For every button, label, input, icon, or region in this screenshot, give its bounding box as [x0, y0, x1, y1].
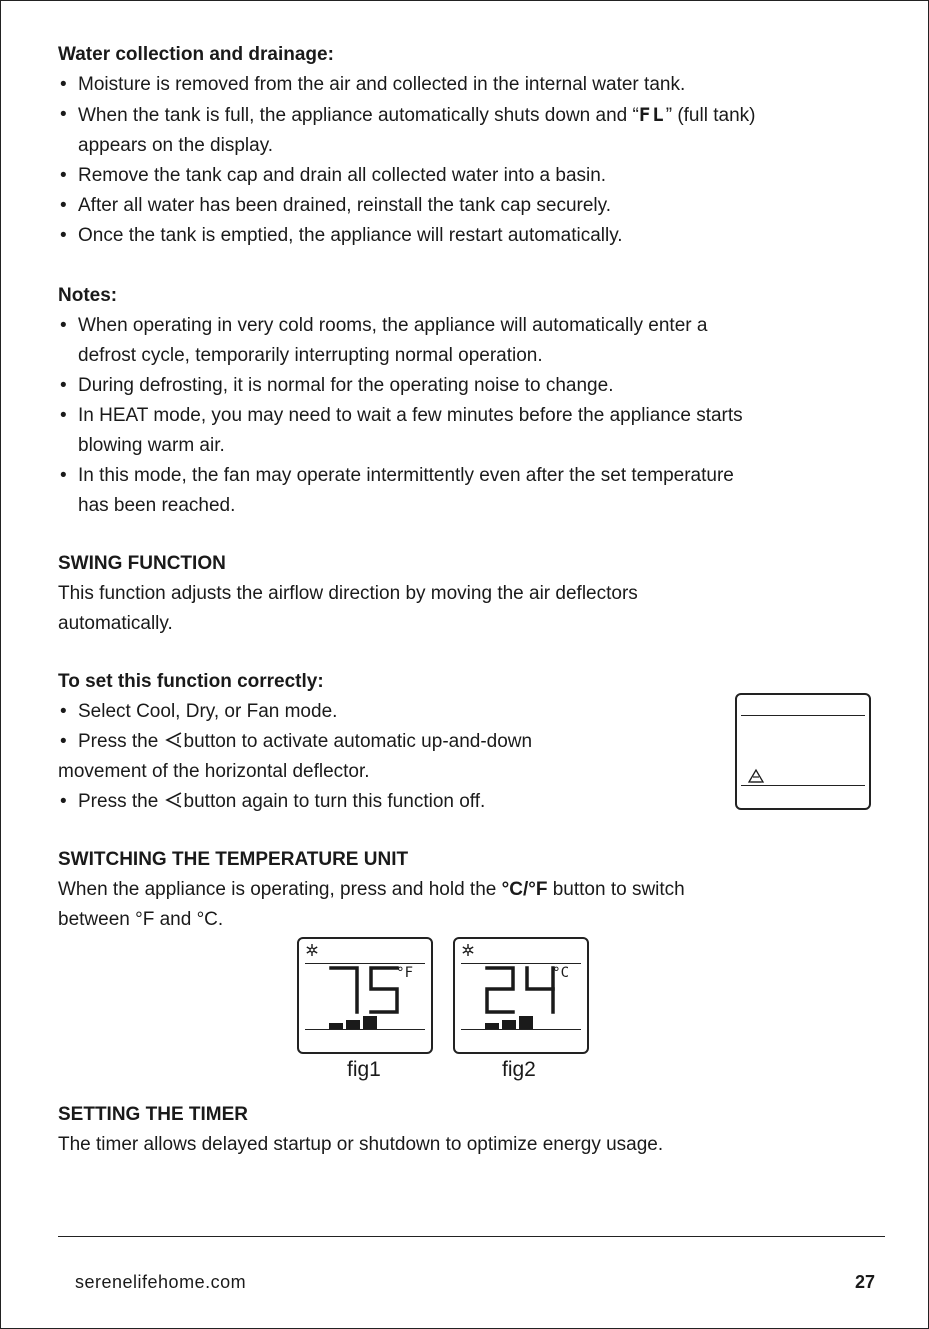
water-bullet-1: • Moisture is removed from the air and collected in the internal water tank.	[58, 70, 888, 100]
swing-desc-1: This function adjusts the airflow direction by moving the air deflectors	[58, 583, 638, 604]
notes-bullet-2: • During defrosting, it is normal for the operating noise to change.	[58, 371, 888, 401]
unit-desc-1: When the appliance is operating, press and hold the °C/°F button to switch	[58, 879, 685, 900]
swing-icon	[747, 768, 765, 784]
water-bullet-5: • Once the tank is emptied, the appliance will restart automatically.	[58, 221, 888, 251]
unit-label: °C	[552, 965, 569, 981]
full-tank-code: FL	[638, 104, 666, 126]
swing-display-illustration	[735, 693, 871, 810]
water-bullet-2: • When the tank is full, the appliance automatically shuts down and “FL” (full tank) appears on the display.	[58, 100, 888, 161]
fan-speed-bars	[329, 1015, 379, 1029]
notes-heading: Notes:	[58, 285, 118, 306]
footer-divider	[58, 1236, 885, 1237]
unit-label: °F	[396, 965, 413, 981]
fan-speed-bars	[485, 1015, 535, 1029]
snowflake-icon	[461, 943, 475, 957]
temp-digits-24	[483, 965, 561, 1015]
water-bullet-4: • After all water has been drained, reinstall the tank cap securely.	[58, 191, 888, 221]
swing-icon	[164, 789, 184, 807]
lcd-celsius	[453, 937, 589, 1054]
fig1-caption: fig1	[347, 1058, 381, 1081]
snowflake-icon	[305, 943, 319, 957]
timer-section	[58, 1100, 888, 1160]
swing-desc-2: automatically.	[58, 613, 173, 634]
temp-digits-75	[327, 965, 405, 1015]
unit-desc-2: between °F and °C.	[58, 909, 224, 930]
lcd-fahrenheit	[297, 937, 433, 1054]
page-number: 27	[854, 1272, 875, 1292]
swing-heading: SWING FUNCTION	[58, 553, 226, 574]
water-heading: Water collection and drainage:	[58, 44, 334, 65]
notes-bullet-3: • In HEAT mode, you may need to wait a few minutes before the appliance starts blowing warm air.	[58, 401, 888, 461]
fig2-caption: fig2	[502, 1058, 536, 1081]
unit-heading: SWITCHING THE TEMPERATURE UNIT	[58, 849, 409, 870]
notes-bullet-1: • When operating in very cold rooms, the appliance will automatically enter a defrost cycle, temporarily interrupting normal operation.	[58, 311, 888, 371]
swing-icon	[164, 729, 184, 747]
swing-step-2-cont: movement of the horizontal deflector.	[58, 761, 370, 782]
timer-desc: The timer allows delayed startup or shutdown to optimize energy usage.	[58, 1134, 664, 1155]
footer-website: serenelifehome.com	[75, 1272, 247, 1292]
swing-step-1: • Select Cool, Dry, or Fan mode.	[58, 697, 888, 727]
swing-step-2: • Press the button to activate automatic up-and-down	[58, 727, 888, 757]
swing-step-3: • Press the button again to turn this function off.	[58, 787, 888, 817]
notes-bullet-4: • In this mode, the fan may operate intermittently even after the set temperature has been reached.	[58, 461, 888, 521]
water-bullet-3: • Remove the tank cap and drain all collected water into a basin.	[58, 161, 888, 191]
timer-heading: SETTING THE TIMER	[58, 1104, 248, 1125]
swing-subheading: To set this function correctly:	[58, 671, 324, 692]
